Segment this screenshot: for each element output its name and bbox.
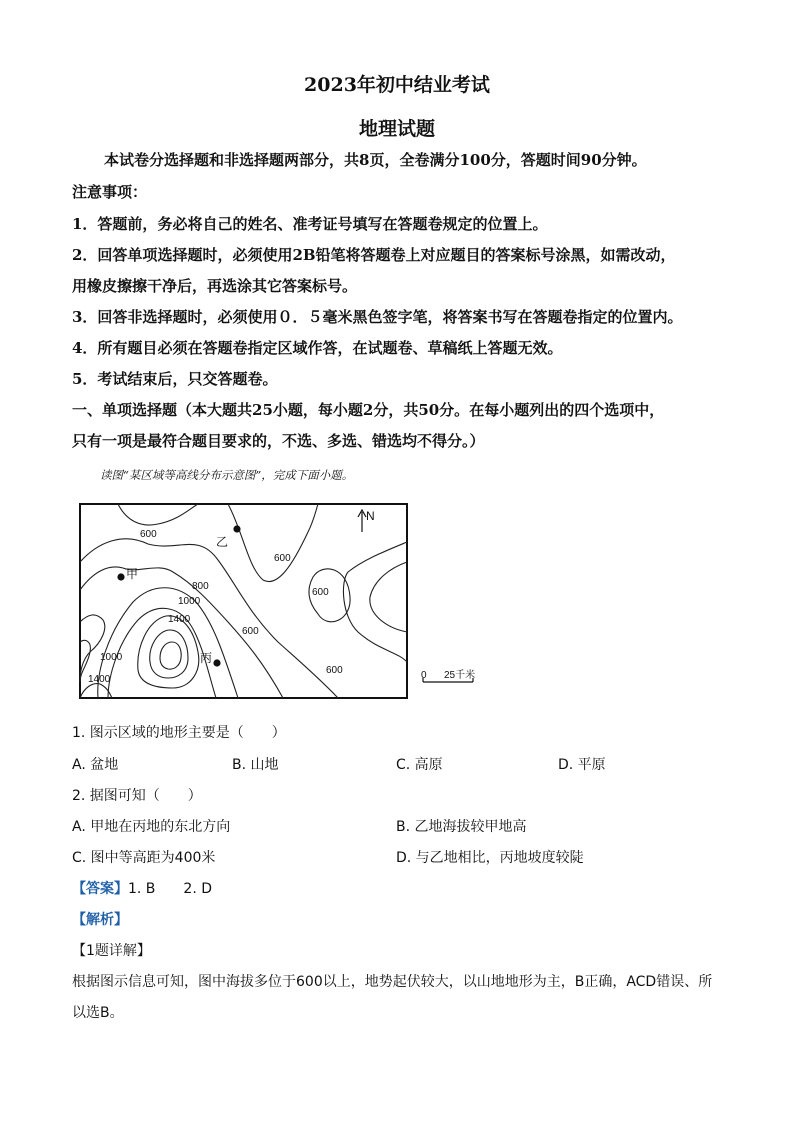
question-1-option-d[interactable]: D. 平原: [558, 757, 606, 773]
scale-zero: 0: [421, 670, 427, 681]
question-2-option-a[interactable]: A. 甲地在丙地的东北方向: [72, 819, 231, 835]
place-label: 甲: [126, 567, 139, 581]
note-item: 4．所有题目必须在答题卷指定区域作答，在试题卷、草稿纸上答题无效。: [72, 339, 563, 357]
section-heading: 一、单项选择题（本大题共25小题，每小题2分，共50分。在每小题列出的四个选项中，: [72, 401, 665, 419]
contour-label: 1000: [100, 652, 123, 663]
notes-heading: 注意事项：: [72, 183, 148, 201]
subject-title: 地理试题: [358, 118, 435, 140]
analysis-label: 【解析】: [72, 912, 128, 928]
question-2-option-d[interactable]: D. 与乙地相比，丙地坡度较陡: [396, 850, 584, 866]
contour-label: 1400: [168, 614, 191, 625]
map-caption: 读图“某区域等高线分布示意图”，完成下面小题。: [100, 468, 354, 482]
contour-label: 600: [326, 665, 343, 676]
answer-block: [72, 878, 212, 898]
analysis-detail-label: 【1题详解】: [72, 943, 151, 959]
north-label: N: [366, 509, 375, 523]
contour-label: 600: [274, 553, 291, 564]
answer-value: 1. B 2. D: [128, 881, 212, 897]
contour-line: [228, 504, 318, 582]
question-2-option-b[interactable]: B. 乙地海拔较甲地高: [396, 819, 527, 835]
contour-line: [138, 616, 199, 688]
contour-line: [80, 684, 112, 698]
question-2-option-c[interactable]: C. 图中等高距为400米: [72, 850, 216, 866]
contour-label: 1000: [178, 596, 201, 607]
note-item: 3．回答非选择题时，必须使用０．５毫米黑色签字笔，将答案书写在答题卷指定的位置内。: [72, 308, 683, 326]
point-jia-marker: [117, 573, 124, 580]
question-1-option-c[interactable]: C. 高原: [396, 757, 443, 773]
contour-line: [150, 630, 188, 678]
point-bing-marker: [213, 659, 220, 666]
exam-intro: 本试卷分选择题和非选择题两部分，共8页，全卷满分100分，答题时间90分钟。: [104, 151, 647, 169]
note-item: 5．考试结束后，只交答题卷。: [72, 370, 278, 388]
question-1-stem: 1. 图示区域的地形主要是（ ）: [72, 725, 286, 741]
contour-label: 1400: [88, 674, 111, 685]
contour-line: [118, 504, 198, 525]
answer-label: 【答案】: [72, 881, 128, 897]
question-1-option-b[interactable]: B. 山地: [232, 757, 279, 773]
analysis-text: 根据图示信息可知，图中海拔多位于600以上，地势起伏较大，以山地地形为主，B正确，ACD错误、所: [72, 974, 713, 990]
contour-label: 800: [192, 581, 209, 592]
note-item: 用橡皮擦擦干净后，再选涂其它答案标号。: [72, 277, 358, 295]
question-1-option-a[interactable]: A. 盆地: [72, 757, 119, 773]
contour-label: 600: [312, 587, 329, 598]
contour-line: [160, 642, 181, 669]
analysis-text-cont: 以选B。: [72, 1005, 124, 1021]
contour-label: 600: [140, 529, 157, 540]
question-2-stem: 2. 据图可知（ ）: [72, 788, 202, 804]
contour-map: [78, 502, 498, 702]
contour-label: 600: [242, 626, 259, 637]
contour-map-svg: [78, 502, 498, 702]
section-heading-cont: 只有一项是最符合题目要求的，不选、多选、错选均不得分。）: [72, 432, 485, 450]
exam-title: 2023年初中结业考试: [304, 74, 490, 96]
contour-line: [370, 562, 407, 632]
note-item: 1．答题前，务必将自己的姓名、准考证号填写在答题卷规定的位置上。: [72, 215, 548, 233]
scale-value: 25千米: [444, 670, 476, 681]
map-frame: [80, 504, 407, 698]
point-yi-marker: [233, 525, 240, 532]
contour-line: [343, 542, 407, 662]
place-label: 乙: [216, 535, 229, 549]
note-item: 2．回答单项选择题时，必须使用2B铅笔将答题卷上对应题目的答案标号涂黑，如需改动，: [72, 246, 676, 264]
place-label: 丙: [200, 651, 213, 665]
